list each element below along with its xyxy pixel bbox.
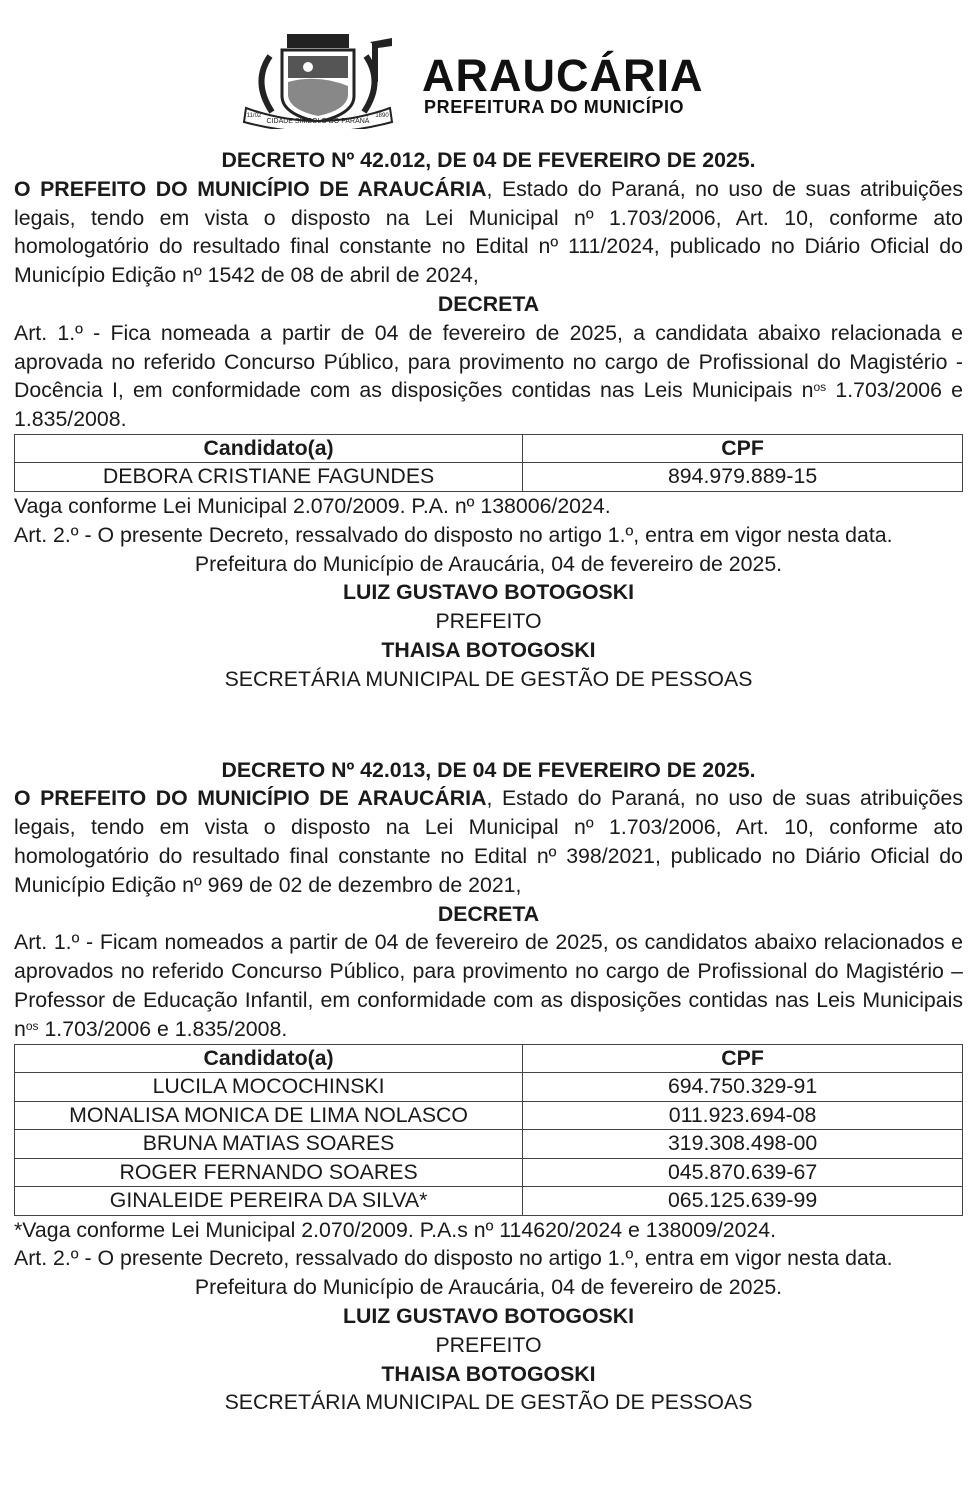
signer-secretary-role: SECRETÁRIA MUNICIPAL DE GESTÃO DE PESSOAS: [224, 1390, 753, 1415]
crest-motto: CIDADE SÍMBOLO DO PARANÁ: [266, 118, 370, 125]
brand-logotype: [422, 50, 704, 117]
candidate-cpf: 011.923.694-08: [523, 1101, 963, 1130]
table-row: [15, 1101, 963, 1130]
decree-preamble: [14, 784, 963, 899]
candidate-cpf: 065.125.639-99: [523, 1187, 963, 1216]
column-header-candidate: Candidato(a): [15, 1044, 523, 1073]
article-1-text: Art. 1.º - Ficam nomeados a partir de 04 de fevereiro de 2025, os candidatos abaixo relacionados e aprovados no referido Concurso Público, para provimento no cargo de Profissional do Magistério – Professor de Educação Infantil, em conformidade com as disposições contidas nas Leis Municipais n: [14, 930, 963, 1041]
place-date: Prefeitura do Município de Araucária, 04 de fevereiro de 2025.: [194, 1275, 783, 1300]
decree-title: DECRETO Nº 42.013, DE 04 DE FEVEREIRO DE 2025.: [221, 757, 756, 782]
decreta-heading: DECRETA: [437, 291, 540, 316]
candidate-name: GINALEIDE PEREIRA DA SILVA*: [15, 1187, 523, 1216]
article-2: Art. 2.º - O presente Decreto, ressalvado do disposto no artigo 1.º, entra em vigor nesta data.: [14, 522, 893, 547]
candidate-name: MONALISA MONICA DE LIMA NOLASCO: [15, 1101, 523, 1130]
candidate-cpf: 319.308.498-00: [523, 1130, 963, 1159]
column-header-cpf: CPF: [523, 434, 963, 463]
article-1: [14, 928, 963, 1043]
brand-name: ARAUCÁRIA: [422, 50, 704, 101]
signer-mayor-role: PREFEITO: [435, 609, 542, 634]
candidate-name: ROGER FERNANDO SOARES: [15, 1158, 523, 1187]
header: [14, 34, 963, 146]
candidates-table: [14, 1044, 963, 1216]
candidate-name: BRUNA MATIAS SOARES: [15, 1130, 523, 1159]
signer-secretary-name: THAISA BOTOGOSKI: [381, 637, 596, 662]
candidate-name: LUCILA MOCOCHINSKI: [15, 1073, 523, 1102]
candidate-cpf: 045.870.639-67: [523, 1158, 963, 1187]
decree-42012: [14, 146, 963, 694]
table-row: [15, 1158, 963, 1187]
signer-mayor-name: LUIZ GUSTAVO BOTOGOSKI: [342, 1303, 635, 1328]
preamble-text: , Estado do Paraná, no uso de suas atribuições legais, tendo em vista o disposto na Lei Municipal nº 1.703/2006, Art. 10, conforme ato homologatório do resultado final constante no Edital nº 398/2021, publicado no Diário Oficial do Município Edição nº 969 de 02 de dezembro de 2021,: [14, 786, 964, 897]
crest-date-right: 1890: [375, 113, 389, 119]
column-header-cpf: CPF: [523, 1044, 963, 1073]
decreta-heading: DECRETA: [437, 901, 540, 926]
candidate-cpf: 894.979.889-15: [523, 463, 963, 492]
article-1-tail: 1.703/2006 e 1.835/2008.: [14, 378, 963, 432]
decree-preamble: [14, 175, 963, 290]
signer-mayor-name: LUIZ GUSTAVO BOTOGOSKI: [342, 580, 635, 605]
signer-secretary-name: THAISA BOTOGOSKI: [381, 1361, 596, 1386]
article-1-text: Art. 1.º - Fica nomeada a partir de 04 de fevereiro de 2025, a candidata abaixo relacionada e aprovada no referido Concurso Público, para provimento no cargo de Profissional do Magistério - Docência I, em conformidade com as disposições contidas nas Leis Municipais n: [14, 320, 963, 403]
article-1-superscript: os: [813, 380, 827, 395]
table-row: [15, 1130, 963, 1159]
crest-date-left: 11/02: [246, 113, 262, 119]
article-1-tail: 1.703/2006 e 1.835/2008.: [38, 1016, 288, 1041]
table-row: [15, 1187, 963, 1216]
preamble-authority: O PREFEITO DO MUNICÍPIO DE ARAUCÁRIA: [14, 786, 487, 811]
signer-mayor-role: PREFEITO: [435, 1332, 542, 1357]
decree-title: DECRETO Nº 42.012, DE 04 DE FEVEREIRO DE 2025.: [221, 148, 756, 172]
municipal-crest-icon: [232, 34, 404, 129]
place-date: Prefeitura do Município de Araucária, 04 de fevereiro de 2025.: [194, 551, 783, 576]
candidate-name: DEBORA CRISTIANE FAGUNDES: [15, 463, 523, 492]
table-header-row: [15, 1044, 963, 1073]
candidates-table: [14, 434, 963, 492]
document-page: [14, 0, 963, 1417]
preamble-authority: O PREFEITO DO MUNICÍPIO DE ARAUCÁRIA: [14, 176, 487, 201]
article-1: [14, 319, 963, 434]
candidate-cpf: 694.750.329-91: [523, 1073, 963, 1102]
vacancy-note: Vaga conforme Lei Municipal 2.070/2009. P.A. nº 138006/2024.: [14, 493, 611, 518]
article-1-superscript: os: [25, 1018, 39, 1033]
brand-subtitle: PREFEITURA DO MUNICÍPIO: [424, 97, 685, 117]
vacancy-note: *Vaga conforme Lei Municipal 2.070/2009. P.A.s nº 114620/2024 e 138009/2024.: [14, 1217, 777, 1242]
table-row: [15, 1073, 963, 1102]
table-row: [15, 463, 963, 492]
preamble-text: , Estado do Paraná, no uso de suas atribuições legais, tendo em vista o disposto na Lei Municipal nº 1.703/2006, Art. 10, conforme ato homologatório do resultado final constante no Edital nº 111/2024, publicado no Diário Oficial do Município Edição nº 1542 de 08 de abril de 2024,: [14, 176, 964, 288]
table-header-row: [15, 434, 963, 463]
section-spacer: [14, 694, 963, 756]
article-2: Art. 2.º - O presente Decreto, ressalvado do disposto no artigo 1.º, entra em vigor nesta data.: [14, 1246, 893, 1271]
signer-secretary-role: SECRETÁRIA MUNICIPAL DE GESTÃO DE PESSOAS: [224, 666, 753, 691]
decree-42013: [14, 756, 963, 1418]
column-header-candidate: Candidato(a): [15, 434, 523, 463]
